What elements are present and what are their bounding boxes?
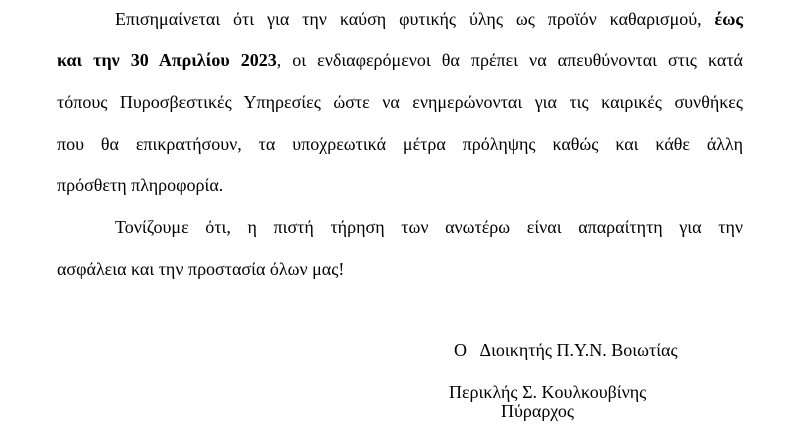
paragraph-1-line-1-text: Επισημαίνεται ότι για την καύση φυτικής ύλης ως προϊόν καθαρισμού, [115, 9, 702, 29]
paragraph-2-line-1: Τονίζουμε ότι, η πιστή τήρηση των ανωτέρω είναι απαραίτητη για την [115, 217, 743, 237]
paragraph-1-bold-start: έως [714, 9, 743, 29]
paragraph-1-line-4: που θα επικρατήσουν, τα υποχρεωτικά μέτρα πρόληψης καθώς και κάθε άλλη [57, 134, 743, 154]
paragraph-1-bold-date: και την 30 Απριλίου 2023 [57, 50, 277, 70]
signature-name: Περικλής Σ. Κουλκουβίνης [449, 382, 647, 402]
paragraph-1-line-2-text: , οι ενδιαφερόμενοι θα πρέπει να απευθύνονται στις κατά [276, 50, 743, 70]
signature-rank: Πύραρχος [501, 401, 575, 421]
paragraph-1-line-3: τόπους Πυροσβεστικές Υπηρεσίες ώστε να ενημερώνονται για τις καιρικές συνθήκες [57, 92, 743, 112]
paragraph-2-line-2: ασφάλεια και την προστασία όλων μας! [57, 259, 345, 279]
paragraph-1-line-5: πρόσθετη πληροφορία. [57, 175, 224, 195]
signature-title: Ο Διοικητής Π.Υ.Ν. Βοιωτίας [454, 340, 678, 360]
paragraph-1-line-1 [115, 8, 743, 30]
paragraph-1-line-2 [57, 49, 743, 71]
